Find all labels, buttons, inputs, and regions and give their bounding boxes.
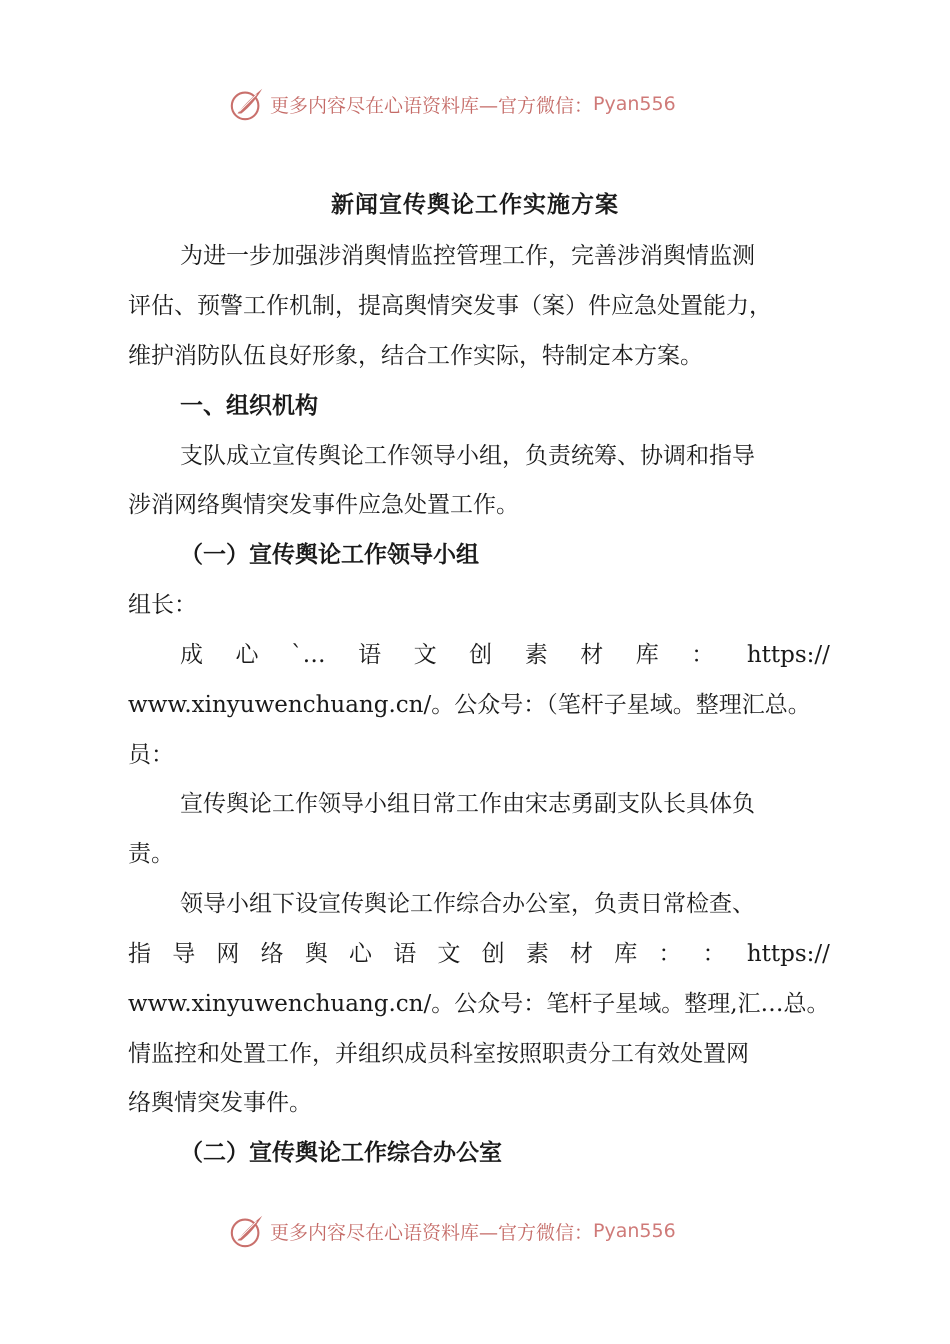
justified-token: 材: [580, 642, 604, 668]
subsection-heading: （二）宣传舆论工作综合办公室: [180, 1139, 502, 1166]
justified-token: 语: [393, 941, 417, 967]
justified-token: 网: [216, 941, 240, 967]
justified-token: https://: [746, 941, 830, 967]
pen-feather-icon: [228, 85, 266, 123]
paragraph-line: 支队成立宣传舆论工作领导小组，负责统筹、协调和指导: [180, 443, 755, 469]
paragraph-line: www.xinyuwenchuang.cn/。公众号：笔杆子星域。整理,汇…总。: [128, 991, 830, 1017]
paragraph-line: 责。: [128, 841, 174, 867]
paragraph-line: 络舆情突发事件。: [128, 1090, 312, 1116]
subsection-heading: （一）宣传舆论工作领导小组: [180, 541, 479, 568]
paragraph-line: 领导小组下设宣传舆论工作综合办公室，负责日常检查、: [180, 891, 755, 917]
pen-feather-icon: [228, 1212, 266, 1250]
justified-token: 成: [180, 642, 203, 668]
justified-token: 导: [172, 941, 196, 967]
justified-token: 心: [235, 642, 259, 668]
justified-token: 语: [358, 642, 382, 668]
justified-token: 创: [469, 642, 493, 668]
watermark-footer: [228, 1211, 728, 1251]
paragraph-line: 为进一步加强涉消舆情监控管理工作，完善涉消舆情监测: [180, 243, 755, 269]
justified-token: ：: [658, 941, 682, 967]
justified-token: https://: [746, 642, 830, 668]
paragraph-line: 维护消防队伍良好形象，结合工作实际，特制定本方案。: [128, 343, 703, 369]
justified-token: 络: [260, 941, 284, 967]
member-label: 员：: [128, 742, 174, 768]
paragraph-line: 宣传舆论工作领导小组日常工作由宋志勇副支队长具体负: [180, 791, 755, 817]
justified-token: ：: [691, 642, 715, 668]
justified-line: [128, 939, 830, 969]
justified-token: 素: [525, 941, 549, 967]
justified-line: [180, 640, 830, 670]
watermark-wechat-id: Pyan556: [593, 93, 676, 115]
paragraph-line: www.xinyuwenchuang.cn/。公众号：（笔杆子星域。整理汇总。: [128, 692, 811, 718]
justified-token: 指: [128, 941, 151, 967]
watermark-header: [228, 84, 728, 124]
document-title: 新闻宣传舆论工作实施方案: [331, 191, 619, 218]
paragraph-line: 涉消网络舆情突发事件应急处置工作。: [128, 492, 519, 518]
leader-label: 组长：: [128, 592, 197, 618]
justified-token: ：: [702, 941, 726, 967]
paragraph-line: 评估、预警工作机制，提高舆情突发事（案）件应急处置能力，: [128, 293, 772, 319]
justified-token: 创: [481, 941, 505, 967]
watermark-wechat-id: Pyan556: [593, 1220, 676, 1242]
justified-token: 舆: [304, 941, 328, 967]
paragraph-line: 情监控和处置工作，并组织成员科室按照职责分工有效处置网: [128, 1041, 749, 1067]
justified-token: 心: [349, 941, 373, 967]
justified-token: 素: [524, 642, 548, 668]
justified-token: 库: [635, 642, 659, 668]
justified-token: `…: [291, 642, 326, 668]
justified-token: 库: [614, 941, 638, 967]
watermark-text: 更多内容尽在心语资料库—官方微信：: [270, 1221, 594, 1244]
section-heading: 一、组织机构: [180, 392, 318, 419]
justified-token: 文: [413, 642, 437, 668]
watermark-text: 更多内容尽在心语资料库—官方微信：: [270, 94, 594, 117]
justified-token: 材: [570, 941, 594, 967]
justified-token: 文: [437, 941, 461, 967]
